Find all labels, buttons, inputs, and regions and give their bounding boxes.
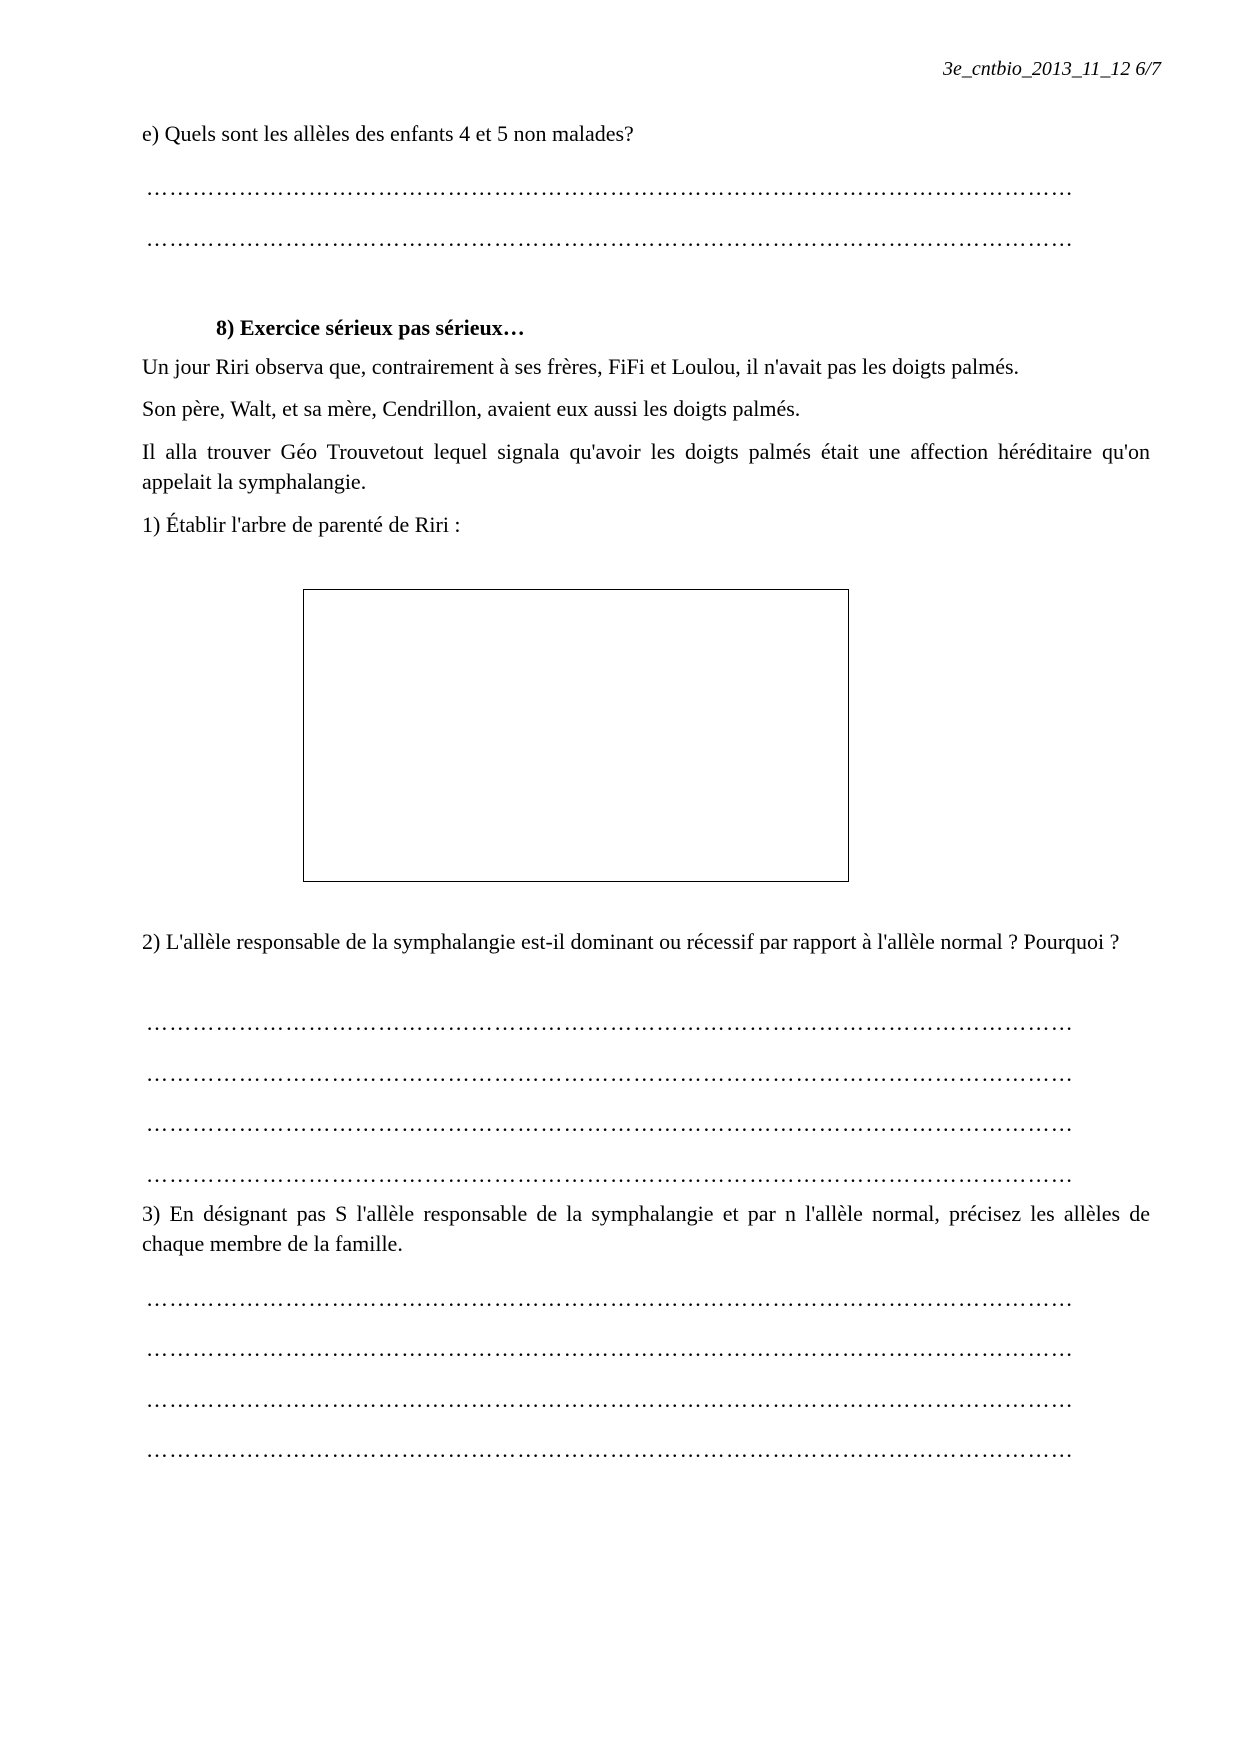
family-tree-drawing-box[interactable] bbox=[303, 589, 849, 882]
answer-line[interactable]: ………………………………………………………………………………………………………… bbox=[146, 1011, 1074, 1035]
answer-line[interactable]: ………………………………………………………………………………………………………… bbox=[146, 1438, 1074, 1462]
answer-line[interactable]: ………………………………………………………………………………………………………… bbox=[146, 227, 1074, 251]
answer-line[interactable]: ………………………………………………………………………………………………………… bbox=[146, 1337, 1074, 1361]
exercise-paragraph: Un jour Riri observa que, contrairement à ses frères, FiFi et Loulou, il n'avait pas les doigts palmés. bbox=[142, 354, 1020, 379]
answer-line[interactable]: ………………………………………………………………………………………………………… bbox=[146, 1112, 1074, 1136]
page-header-reference: 3e_cntbio_2013_11_12 6/7 bbox=[943, 58, 1161, 80]
answer-line[interactable]: ………………………………………………………………………………………………………… bbox=[146, 1388, 1074, 1412]
question-3-text: 3) En désignant pas S l'allèle responsable de la symphalangie et par n l'allèle normal, précisez les allèles de chaque membre de la famille. bbox=[142, 1201, 1150, 1256]
answer-line[interactable]: ………………………………………………………………………………………………………… bbox=[146, 1062, 1074, 1086]
question-1-text: 1) Établir l'arbre de parenté de Riri : bbox=[142, 512, 461, 537]
answer-line[interactable]: ………………………………………………………………………………………………………… bbox=[146, 1163, 1074, 1187]
answer-line[interactable]: ………………………………………………………………………………………………………… bbox=[146, 1287, 1074, 1311]
exercise-paragraph: Il alla trouver Géo Trouvetout lequel signala qu'avoir les doigts palmés était une affection héréditaire qu'on appelait la symphalangie. bbox=[142, 439, 1150, 494]
answer-line[interactable]: ………………………………………………………………………………………………………… bbox=[146, 176, 1074, 200]
question-e-text: e) Quels sont les allèles des enfants 4 et 5 non malades? bbox=[142, 121, 634, 146]
exercise-paragraph: Son père, Walt, et sa mère, Cendrillon, avaient eux aussi les doigts palmés. bbox=[142, 396, 801, 421]
exercise-title: 8) Exercice sérieux pas sérieux… bbox=[216, 315, 525, 340]
question-2-text: 2) L'allèle responsable de la symphalangie est-il dominant ou récessif par rapport à l'allèle normal ? Pourquoi ? bbox=[142, 929, 1120, 954]
